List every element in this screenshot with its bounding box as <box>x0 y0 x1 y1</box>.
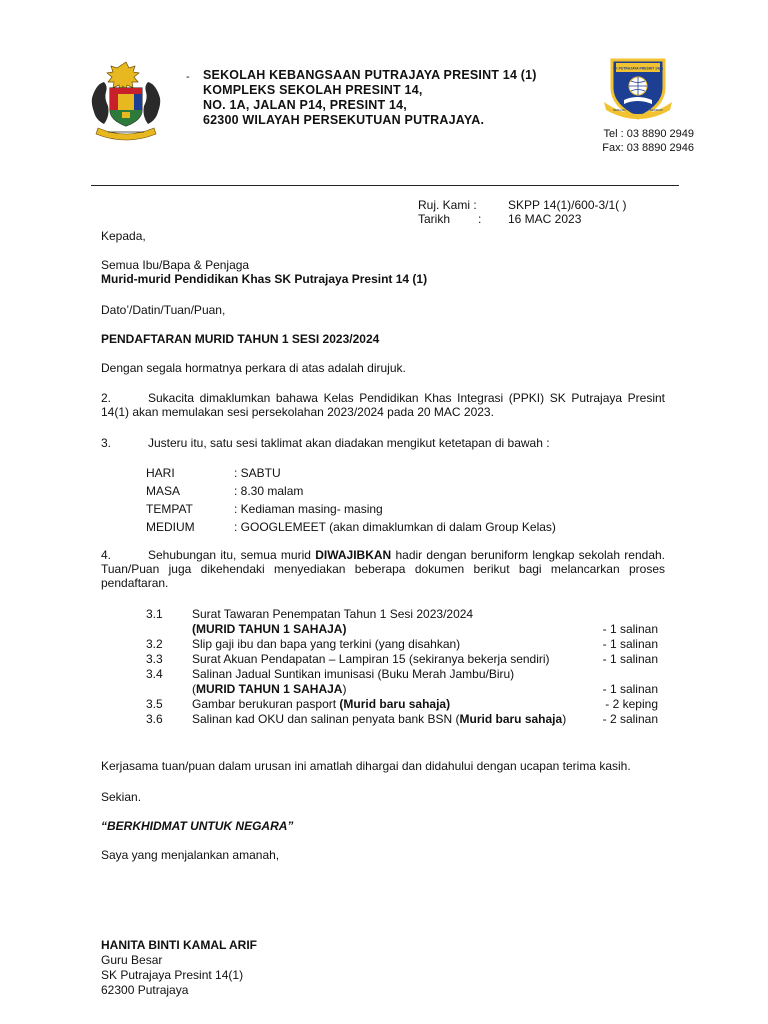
tarikh-colon: : <box>478 212 482 226</box>
school-letterhead <box>203 68 537 128</box>
list-item: 3.1 Surat Tawaran Penempatan Tahun 1 Sesi 2023/2024 <box>146 607 474 621</box>
address-line-1: KOMPLEKS SEKOLAH PRESINT 14, <box>203 83 423 97</box>
paragraph-4-pre: Sehubungan itu, semua murid <box>148 548 316 562</box>
detail-value: : 8.30 malam <box>234 484 304 498</box>
reference-block <box>418 198 627 226</box>
tarikh-label: Tarikh <box>418 212 451 226</box>
detail-label: TEMPAT <box>146 502 193 516</box>
paragraph-3-text: Justeru itu, satu sesi taklimat akan diadakan mengikut ketetapan di bawah : <box>148 436 550 450</box>
intro-paragraph: Dengan segala hormatnya perkara di atas adalah dirujuk. <box>101 361 406 375</box>
paragraph-2 <box>101 391 665 419</box>
list-item: 3.6 Salinan kad OKU dan salinan penyata bank BSN (Murid baru sahaja) - 2 salinan <box>146 712 658 726</box>
list-item: 3.3 Surat Akuan Pendapatan – Lampiran 15 (sekiranya bekerja sendiri) - 1 salinan <box>146 652 658 666</box>
paragraph-3 <box>101 436 665 450</box>
logo-text: SK PUTRAJAYA PRESINT 14(1) <box>612 66 664 71</box>
detail-row <box>146 518 556 536</box>
detail-value: : SABTU <box>234 466 281 480</box>
paragraph-4-emphasis: DIWAJIBKAN <box>315 548 392 562</box>
paragraph-4 <box>101 548 665 590</box>
list-item: 3.4 Salinan Jadual Suntikan imunisasi (Buku Merah Jambu/Biru) <box>146 667 515 681</box>
paragraph-4-post: hadir dengan beruniform lengkap sekolah rendah. Tuan/Puan juga dikehendaki menyediakan beberapa dokumen berikut bagi melancarkan proses pendaftaran. <box>101 548 666 590</box>
sekian: Sekian. <box>101 790 142 804</box>
detail-label: MEDIUM <box>146 520 195 534</box>
logo-motto: BERILMU · BERAKHLAK · BERBUDI <box>612 108 664 112</box>
school-logo <box>602 56 674 122</box>
paragraph-4-number: 4. <box>101 548 112 562</box>
contact-block <box>602 127 694 155</box>
detail-label: MASA <box>146 484 181 498</box>
detail-value: : GOOGLEMEET (akan dimaklumkan di dalam Group Kelas) <box>234 520 556 534</box>
detail-value: : Kediaman masing- masing <box>234 502 383 516</box>
signatory-school: SK Putrajaya Presint 14(1) <box>101 968 244 982</box>
closing-paragraph: Kerjasama tuan/puan dalam urusan ini amatlah dihargai dan didahului dengan ucapan terima kasih. <box>101 759 631 773</box>
paragraph-2-number: 2. <box>101 391 112 405</box>
address-line-2: NO. 1A, JALAN P14, PRESINT 14, <box>203 98 407 112</box>
salutation: Dato’/Datin/Tuan/Puan, <box>101 303 226 317</box>
amanah-line: Saya yang menjalankan amanah, <box>101 848 280 862</box>
coat-of-arms-emblem <box>88 58 164 144</box>
ruj-label: Ruj. Kami : <box>418 198 477 212</box>
address-line-3: 62300 WILAYAH PERSEKUTUAN PUTRAJAYA. <box>203 113 485 127</box>
paragraph-3-number: 3. <box>101 436 112 450</box>
list-item: 3.5 Gambar berukuran pasport (Murid baru sahaja) - 2 keping <box>146 697 658 711</box>
ruj-value: SKPP 14(1)/600-3/1( ) <box>508 198 627 212</box>
signatory-title: Guru Besar <box>101 953 163 967</box>
kepada: Kepada, <box>101 229 146 243</box>
document-list <box>146 607 658 727</box>
recipient-line-1: Semua Ibu/Bapa & Penjaga <box>101 258 250 272</box>
header-dash: - <box>186 71 190 83</box>
detail-row <box>146 482 556 500</box>
detail-row <box>146 500 556 518</box>
motto: “BERKHIDMAT UNTUK NEGARA” <box>101 819 294 833</box>
session-details <box>146 464 556 536</box>
tarikh-value: 16 MAC 2023 <box>508 212 582 226</box>
list-item: 3.2 Slip gaji ibu dan bapa yang terkini (yang disahkan) - 1 salinan <box>146 637 658 651</box>
detail-row <box>146 464 556 482</box>
header-divider <box>91 185 679 186</box>
school-name: SEKOLAH KEBANGSAAN PUTRAJAYA PRESINT 14 (1) <box>203 68 537 82</box>
list-item: (MURID TAHUN 1 SAHAJA) - 1 salinan <box>192 622 658 636</box>
signatory-postcode: 62300 Putrajaya <box>101 983 189 997</box>
signatory-name: HANITA BINTI KAMAL ARIF <box>101 938 257 952</box>
list-item: (MURID TAHUN 1 SAHAJA) - 1 salinan <box>192 682 658 696</box>
paragraph-2-text: Sukacita dimaklumkan bahawa Kelas Pendidikan Khas Integrasi (PPKI) SK Putrajaya Presint 14(1) akan memulakan sesi persekolahan 2023/2024 pada 20 MAC 2023. <box>101 391 665 419</box>
detail-label: HARI <box>146 466 175 480</box>
recipient-line-2: Murid-murid Pendidikan Khas SK Putrajaya Presint 14 (1) <box>101 272 428 286</box>
letter-subject: PENDAFTARAN MURID TAHUN 1 SESI 2023/2024 <box>101 332 380 346</box>
fax-number: Fax: 03 8890 2946 <box>602 142 694 154</box>
tel-number: Tel : 03 8890 2949 <box>603 128 694 140</box>
